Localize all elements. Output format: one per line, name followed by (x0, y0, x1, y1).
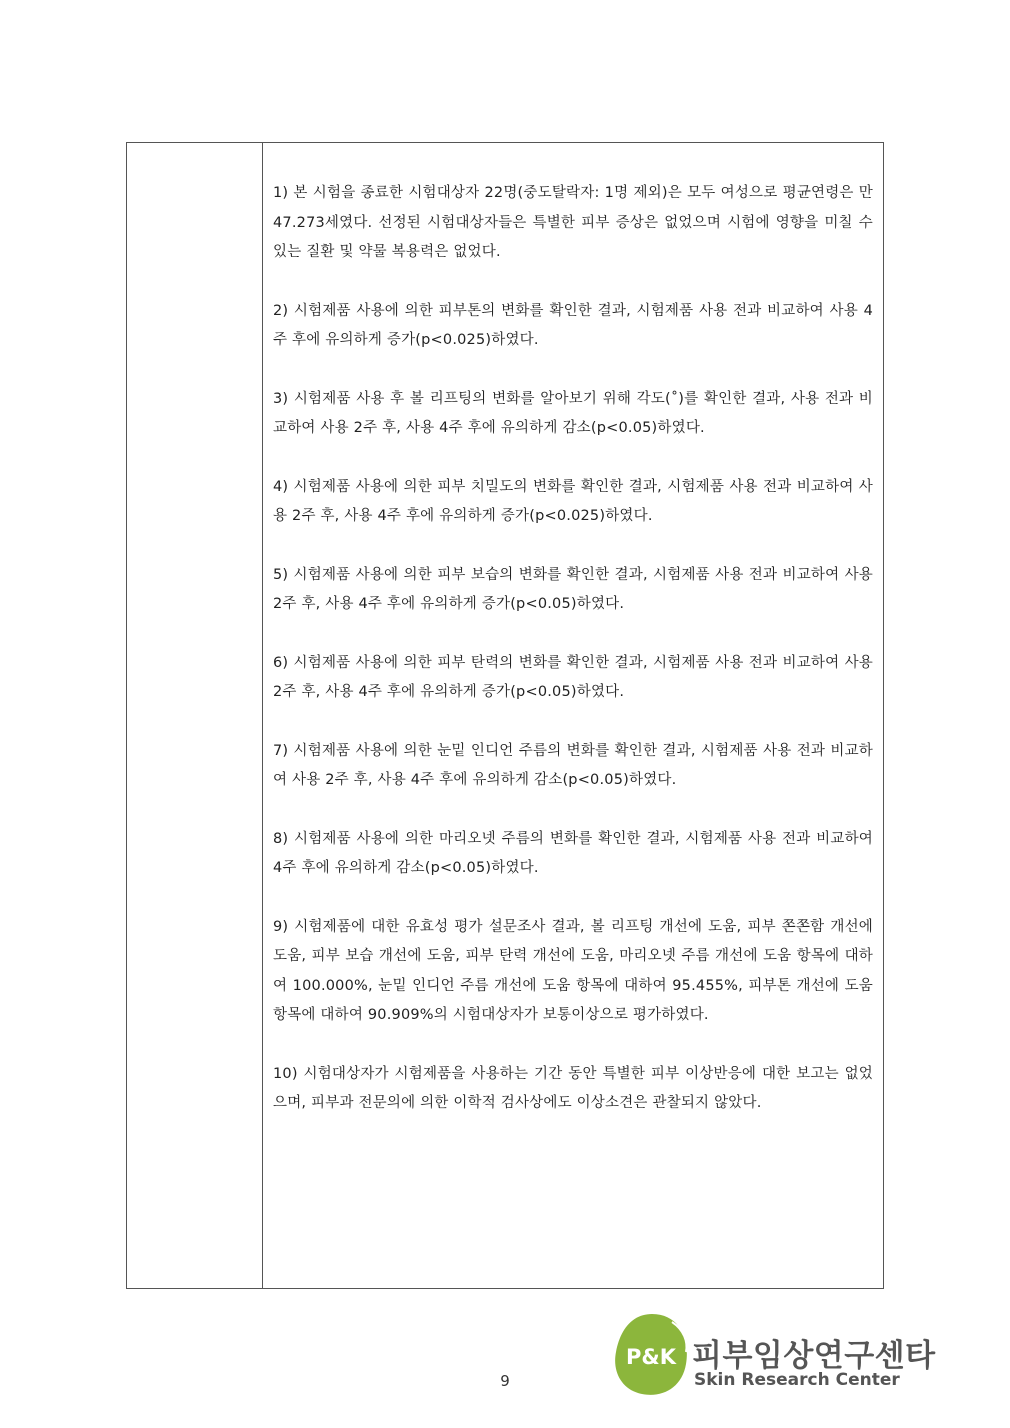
result-paragraph-9: 9) 시험제품에 대한 유효성 평가 설문조사 결과, 볼 리프팅 개선에 도움, 피부 쫀쫀함 개선에 도움, 피부 보습 개선에 도움, 피부 탄력 개선에 도움, 마리오넷 주름 개선에 도움 항목에 대하여 100.000%, 눈밑 인디언 주름 개선에 도움 항목에 대하여 95.455%, 피부톤 개선에 도움 항목에 대하여 90.909%의 시험대상자가 보통이상으로 평가하였다. (273, 918, 873, 1023)
result-paragraph-10: 10) 시험대상자가 시험제품을 사용하는 기간 동안 특별한 피부 이상반응에 대한 보고는 없었으며, 피부과 전문의에 의한 이학적 검사상에도 이상소견은 관찰되지 않았다. (273, 1065, 873, 1111)
result-paragraph-4: 4) 시험제품 사용에 의한 피부 치밀도의 변화를 확인한 결과, 시험제품 사용 전과 비교하여 사용 2주 후, 사용 4주 후에 유의하게 증가(p<0.025)하였다. (273, 478, 873, 524)
result-paragraph-5: 5) 시험제품 사용에 의한 피부 보습의 변화를 확인한 결과, 시험제품 사용 전과 비교하여 사용 2주 후, 사용 4주 후에 유의하게 증가(p<0.05)하였다. (273, 566, 873, 612)
logo-mark-text: P&K (626, 1345, 676, 1369)
logo-korean-name: 피부임상연구센타 (692, 1338, 936, 1374)
result-paragraph-7: 7) 시험제품 사용에 의한 눈밑 인디언 주름의 변화를 확인한 결과, 시험제품 사용 전과 비교하여 사용 2주 후, 사용 4주 후에 유의하게 감소(p<0.05)하였다. (273, 742, 873, 788)
logo-english-name: Skin Research Center (694, 1370, 900, 1390)
pk-logo-icon (612, 1312, 690, 1398)
results-content (273, 179, 873, 1148)
result-paragraph-2: 2) 시험제품 사용에 의한 피부톤의 변화를 확인한 결과, 시험제품 사용 전과 비교하여 사용 4주 후에 유의하게 증가(p<0.025)하였다. (273, 302, 873, 348)
page-number: 9 (500, 1372, 510, 1390)
company-logo (612, 1310, 936, 1400)
result-paragraph-3: 3) 시험제품 사용 후 볼 리프팅의 변화를 알아보기 위해 각도(˚)를 확인한 결과, 사용 전과 비교하여 사용 2주 후, 사용 4주 후에 유의하게 감소(p<0.05)하였다. (273, 390, 873, 436)
results-table (126, 142, 884, 1289)
result-paragraph-8: 8) 시험제품 사용에 의한 마리오넷 주름의 변화를 확인한 결과, 시험제품 사용 전과 비교하여 4주 후에 유의하게 감소(p<0.05)하였다. (273, 830, 873, 876)
column-divider (262, 143, 263, 1288)
result-paragraph-6: 6) 시험제품 사용에 의한 피부 탄력의 변화를 확인한 결과, 시험제품 사용 전과 비교하여 사용 2주 후, 사용 4주 후에 유의하게 증가(p<0.05)하였다. (273, 654, 873, 700)
result-paragraph-1: 1) 본 시험을 종료한 시험대상자 22명(중도탈락자: 1명 제외)은 모두 여성으로 평균연령은 만 47.273세였다. 선정된 시험대상자들은 특별한 피부 증상은 없었으며 시험에 영향을 미칠 수 있는 질환 및 약물 복용력은 없었다. (273, 185, 873, 260)
